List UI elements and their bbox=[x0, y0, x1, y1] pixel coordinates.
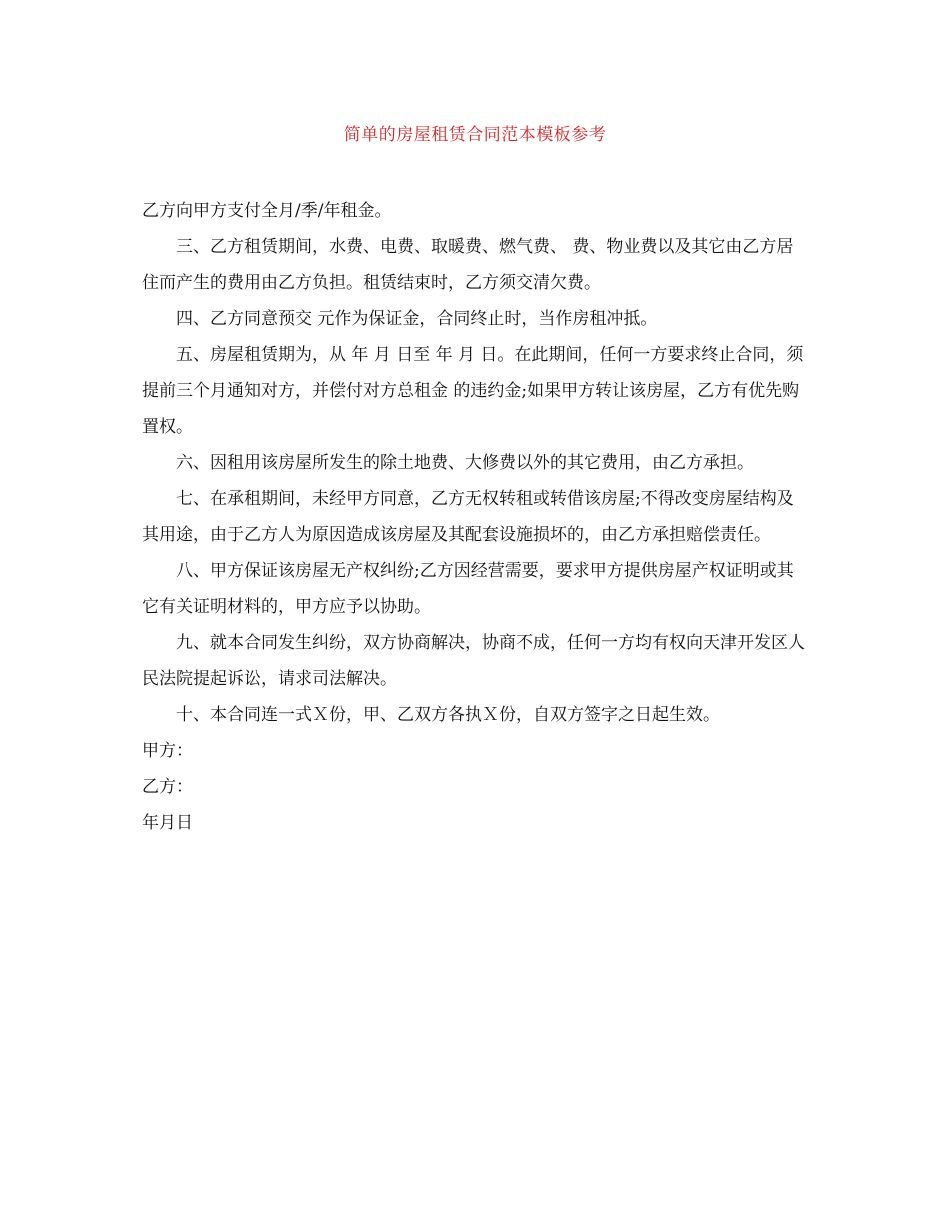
paragraph-rent-payment: 乙方向甲方支付全月/季/年租金。 bbox=[142, 201, 392, 221]
paragraph-clause-6: 六、因租用该房屋所发生的除土地费、大修费以外的其它费用，由乙方承担。 bbox=[176, 453, 754, 473]
signature-party-b: 乙方： bbox=[142, 777, 193, 797]
paragraph-clause-9: 九、就本合同发生纠纷，双方协商解决，协商不成，任何一方均有权向天津开发区人民法院提起诉讼，请求司法解决。 bbox=[142, 633, 805, 689]
paragraph-clause-4: 四、乙方同意预交 元作为保证金，合同终止时，当作房租冲抵。 bbox=[176, 309, 658, 329]
signature-party-a: 甲方： bbox=[142, 741, 193, 761]
signature-date: 年月日 bbox=[142, 813, 193, 833]
paragraph-clause-5: 五、房屋租赁期为，从 年 月 日至 年 月 日。在此期间，任何一方要求终止合同，须提前三个月通知对方，并偿付对方总租金 的违约金;如果甲方转让该房屋，乙方有优先购置权。 bbox=[142, 345, 804, 437]
document-title: 简单的房屋租赁合同范本模板参考 bbox=[343, 125, 607, 145]
document-body bbox=[142, 193, 806, 841]
paragraph-clause-10: 十、本合同连一式Ｘ份，甲、乙双方各执Ｘ份，自双方签字之日起生效。 bbox=[176, 705, 720, 725]
paragraph-clause-7: 七、在承租期间，未经甲方同意，乙方无权转租或转借该房屋;不得改变房屋结构及其用途，由于乙方人为原因造成该房屋及其配套设施损坏的，由乙方承担赔偿责任。 bbox=[142, 489, 794, 545]
paragraph-clause-8: 八、甲方保证该房屋无产权纠纷;乙方因经营需要，要求甲方提供房屋产权证明或其它有关证明材料的，甲方应予以协助。 bbox=[142, 561, 794, 617]
paragraph-clause-3: 三、乙方租赁期间，水费、电费、取暖费、燃气费、 费、物业费以及其它由乙方居住而产生的费用由乙方负担。租赁结束时，乙方须交清欠费。 bbox=[142, 237, 794, 293]
